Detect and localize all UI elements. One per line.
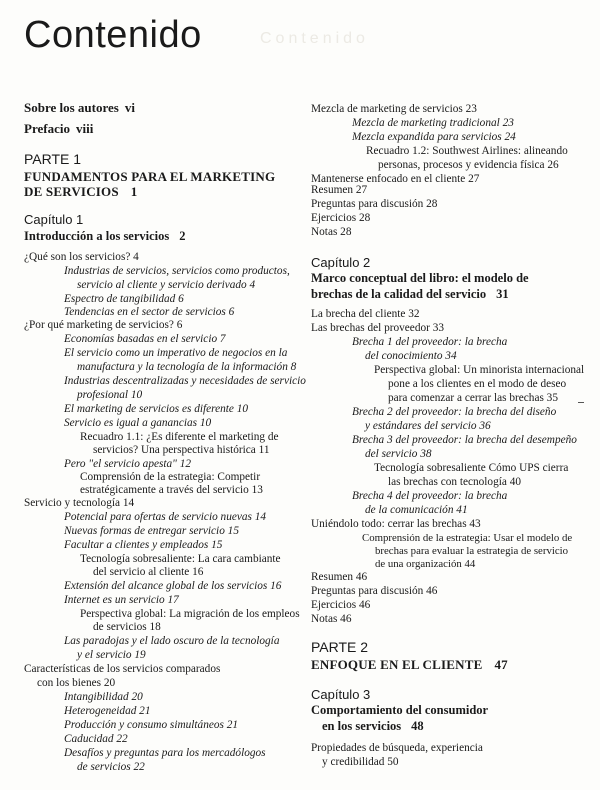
- entry-label: ENFOQUE EN EL CLIENTE: [311, 657, 483, 672]
- toc-entry[interactable]: Propiedades de búsqueda, experiencia: [311, 742, 483, 754]
- toc-entry[interactable]: Comprensión de la estrategia: Competir: [80, 471, 261, 483]
- entry-page: 48: [411, 719, 424, 733]
- toc-entry[interactable]: Servicio es igual a ganancias 10: [64, 417, 212, 429]
- toc-entry[interactable]: Caducidad 22: [64, 733, 128, 745]
- chapter-2-title[interactable]: Marco conceptual del libro: el modelo de: [311, 271, 529, 285]
- entry-page: 1: [130, 184, 138, 199]
- part-1-label: PARTE 1: [24, 151, 82, 167]
- entry-page: vi: [124, 100, 135, 115]
- toc-entry[interactable]: Brecha 1 del proveedor: la brecha: [352, 336, 508, 348]
- toc-entry[interactable]: Mantenerse enfocado en el cliente 27: [311, 173, 480, 185]
- chapter-1-label: Capítulo 1: [24, 212, 84, 227]
- toc-entry[interactable]: de la comunicación 41: [365, 504, 468, 516]
- part-2-title[interactable]: [311, 658, 508, 671]
- toc-entry[interactable]: Resumen 46: [311, 571, 368, 583]
- toc-entry[interactable]: Industrias de servicios, servicios como productos,: [64, 265, 290, 277]
- toc-entry[interactable]: Notas 28: [311, 226, 352, 238]
- toc-entry[interactable]: personas, procesos y evidencia física 26: [378, 159, 559, 171]
- toc-entry[interactable]: Industrias descentralizadas y necesidades de servicio: [64, 375, 306, 387]
- toc-entry[interactable]: Mezcla de marketing de servicios 23: [311, 103, 477, 115]
- toc-entry[interactable]: pone a los clientes en el modo de deseo: [388, 378, 567, 390]
- toc-entry[interactable]: de servicios 22: [77, 761, 145, 773]
- toc-entry[interactable]: de una organización 44: [375, 558, 476, 570]
- toc-entry-sobre[interactable]: [24, 101, 135, 114]
- chapter-3-title[interactable]: Comportamiento del consumidor: [311, 703, 489, 717]
- toc-entry[interactable]: estratégicamente a través del servicio 13: [80, 484, 263, 496]
- toc-entry[interactable]: Las brechas del proveedor 33: [311, 322, 444, 334]
- toc-entry[interactable]: Notas 46: [311, 613, 352, 625]
- toc-entry[interactable]: y el servicio 19: [77, 649, 146, 661]
- toc-entry[interactable]: Mezcla de marketing tradicional 23: [352, 117, 514, 129]
- toc-entry[interactable]: Desafíos y preguntas para los mercadólogos: [64, 747, 266, 759]
- toc-entry[interactable]: Ejercicios 28: [311, 212, 371, 224]
- toc-entry[interactable]: con los bienes 20: [37, 677, 116, 689]
- toc-entry[interactable]: Pero "el servicio apesta" 12: [64, 458, 192, 470]
- toc-entry[interactable]: del conocimiento 34: [365, 350, 457, 362]
- entry-page: viii: [75, 121, 94, 136]
- entry-label: DE SERVICIOS: [24, 184, 119, 199]
- toc-entry[interactable]: Recuadro 1.1: ¿Es diferente el marketing de: [80, 431, 279, 443]
- toc-entry[interactable]: Recuadro 1.2: Southwest Airlines: alineando: [366, 145, 568, 157]
- margin-mark: [578, 402, 584, 403]
- toc-entry-prefacio[interactable]: [24, 122, 93, 135]
- part-2-label: PARTE 2: [311, 639, 369, 655]
- toc-entry[interactable]: Uniéndolo todo: cerrar las brechas 43: [311, 518, 481, 530]
- chapter-2-label: Capítulo 2: [311, 255, 371, 270]
- toc-entry[interactable]: Nuevas formas de entregar servicio 15: [64, 525, 239, 537]
- toc-entry[interactable]: Ejercicios 46: [311, 599, 371, 611]
- toc-entry[interactable]: Internet es un servicio 17: [64, 594, 179, 606]
- toc-entry[interactable]: manufactura y la tecnología de la información 8: [77, 361, 297, 373]
- toc-entry[interactable]: servicio al cliente y servicio derivado 4: [77, 279, 256, 291]
- toc-entry[interactable]: Producción y consumo simultáneos 21: [64, 719, 239, 731]
- toc-entry[interactable]: las brechas con tecnología 40: [388, 476, 522, 488]
- entry-page: 47: [494, 657, 508, 672]
- part-1-title-line2[interactable]: [24, 185, 137, 198]
- part-1-title[interactable]: FUNDAMENTOS PARA EL MARKETING: [24, 169, 276, 184]
- toc-entry[interactable]: ¿Qué son los servicios? 4: [24, 251, 139, 263]
- toc-entry[interactable]: del servicio al cliente 16: [93, 566, 204, 578]
- toc-entry[interactable]: Facultar a clientes y empleados 15: [64, 539, 223, 551]
- toc-entry[interactable]: Brecha 4 del proveedor: la brecha: [352, 490, 508, 502]
- toc-entry[interactable]: Intangibilidad 20: [64, 691, 143, 703]
- toc-entry[interactable]: Potencial para ofertas de servicio nuevas 14: [64, 511, 267, 523]
- toc-entry[interactable]: Heterogeneidad 21: [64, 705, 151, 717]
- page-title: Contenido: [24, 14, 202, 56]
- toc-entry[interactable]: Servicio y tecnología 14: [24, 497, 135, 509]
- chapter-3-title-line2[interactable]: [322, 720, 424, 733]
- bleed-through-text: Contenido: [260, 30, 369, 47]
- toc-entry[interactable]: Tecnología sobresaliente Cómo UPS cierra: [374, 462, 569, 474]
- toc-entry[interactable]: para comenzar a cerrar las brechas 35: [388, 392, 558, 404]
- entry-label: Prefacio: [24, 121, 70, 136]
- toc-entry[interactable]: El marketing de servicios es diferente 10: [64, 403, 249, 415]
- toc-entry[interactable]: servicios? Una perspectiva histórica 11: [93, 444, 270, 456]
- toc-entry[interactable]: del servicio 38: [365, 448, 432, 460]
- toc-entry[interactable]: El servicio como un imperativo de negocios en la: [64, 347, 288, 359]
- toc-entry[interactable]: Resumen 27: [311, 184, 368, 196]
- chapter-1-title[interactable]: [24, 230, 186, 243]
- entry-label: Sobre los autores: [24, 100, 119, 115]
- toc-entry[interactable]: brechas para evaluar la estrategia de servicio: [375, 545, 569, 557]
- toc-entry[interactable]: ¿Por qué marketing de servicios? 6: [24, 319, 183, 331]
- entry-label: brechas de la calidad del servicio: [311, 287, 487, 301]
- chapter-3-label: Capítulo 3: [311, 687, 371, 702]
- toc-entry[interactable]: Preguntas para discusión 28: [311, 198, 438, 210]
- toc-entry[interactable]: La brecha del cliente 32: [311, 308, 420, 320]
- toc-entry[interactable]: Comprensión de la estrategia: Usar el modelo de: [362, 532, 573, 544]
- entry-label: en los servicios: [322, 719, 402, 733]
- toc-entry[interactable]: Características de los servicios comparados: [24, 663, 221, 675]
- toc-entry[interactable]: Brecha 3 del proveedor: la brecha del desempeño: [352, 434, 577, 446]
- entry-page: 2: [179, 229, 186, 243]
- toc-entry[interactable]: Extensión del alcance global de los servicios 16: [64, 580, 282, 592]
- toc-entry[interactable]: Tendencias en el sector de servicios 6: [64, 306, 235, 318]
- toc-entry[interactable]: Perspectiva global: Un minorista internacional: [374, 364, 585, 376]
- entry-label: Introducción a los servicios: [24, 229, 170, 243]
- toc-entry[interactable]: Brecha 2 del proveedor: la brecha del diseño: [352, 406, 557, 418]
- toc-entry[interactable]: Perspectiva global: La migración de los empleos: [80, 608, 300, 620]
- toc-entry[interactable]: profesional 10: [77, 389, 143, 401]
- toc-entry[interactable]: Tecnología sobresaliente: La cara cambiante: [80, 553, 281, 565]
- chapter-2-title-line2[interactable]: [311, 288, 509, 301]
- toc-entry[interactable]: y credibilidad 50: [322, 756, 399, 768]
- toc-entry[interactable]: Mezcla expandida para servicios 24: [352, 131, 516, 143]
- toc-entry[interactable]: y estándares del servicio 36: [365, 420, 491, 432]
- toc-entry[interactable]: Economías basadas en el servicio 7: [64, 333, 226, 345]
- toc-entry[interactable]: Preguntas para discusión 46: [311, 585, 438, 597]
- toc-entry[interactable]: Espectro de tangibilidad 6: [64, 293, 184, 305]
- toc-entry[interactable]: Las paradojas y el lado oscuro de la tecnología: [64, 635, 280, 647]
- toc-entry[interactable]: de servicios 18: [93, 621, 161, 633]
- entry-page: 31: [496, 287, 509, 301]
